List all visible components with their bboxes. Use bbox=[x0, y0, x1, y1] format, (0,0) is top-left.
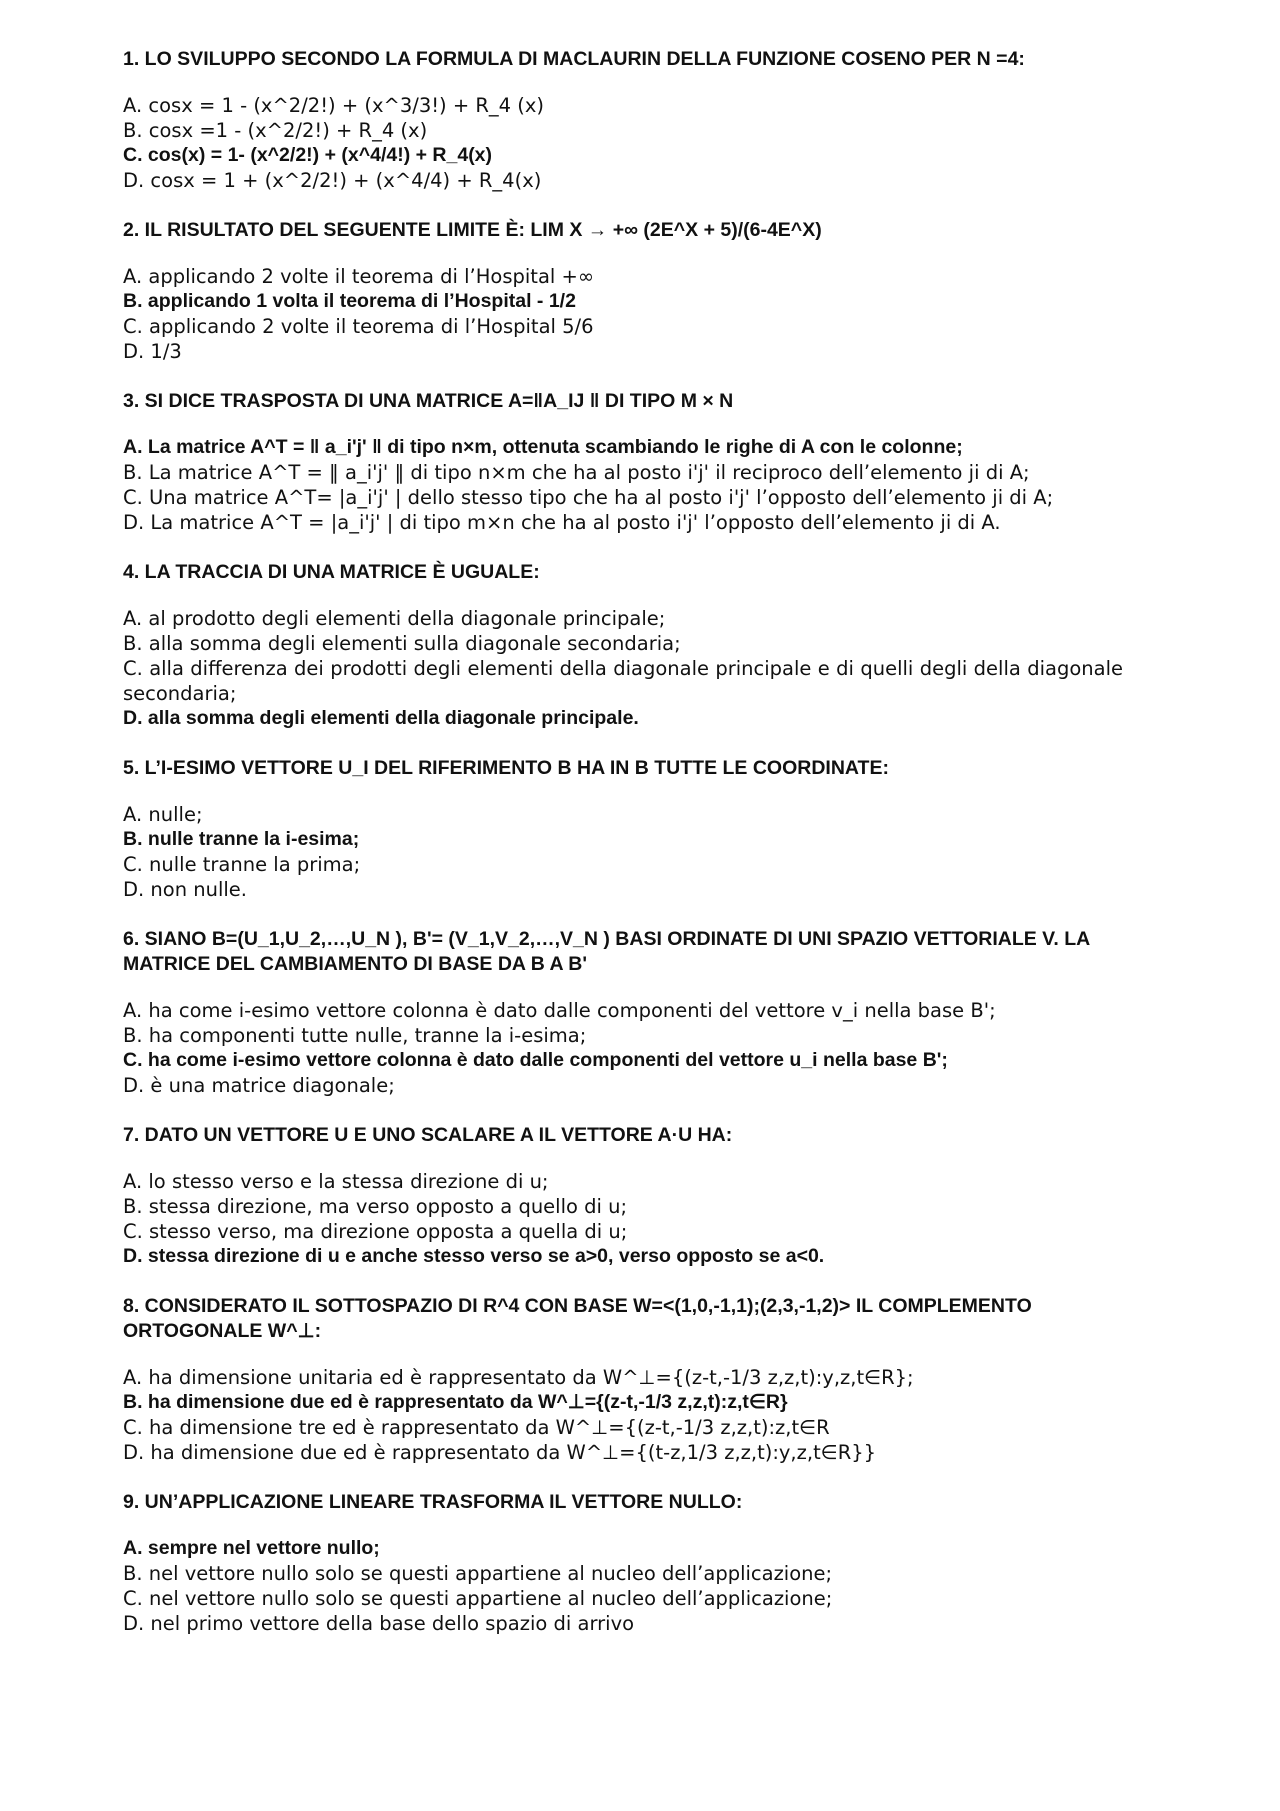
question-title: 3. SI DICE TRASPOSTA DI UNA MATRICE A=‖A_IJ ‖ DI TIPO M × N bbox=[123, 390, 734, 412]
option-d-correct: D. stessa direzione di u e anche stesso verso se a>0, verso opposto se a<0. bbox=[123, 1245, 825, 1267]
question-8 bbox=[123, 1294, 1173, 1465]
question-5 bbox=[123, 756, 1173, 902]
question-title: 1. LO SVILUPPO SECONDO LA FORMULA DI MACLAURIN DELLA FUNZIONE COSENO PER N =4: bbox=[123, 48, 1025, 70]
question-2 bbox=[123, 218, 1173, 364]
option-d-correct: D. alla somma degli elementi della diagonale principale. bbox=[123, 707, 639, 729]
option-c: C. applicando 2 volte il teorema di l’Hospital 5/6 bbox=[123, 315, 594, 338]
option-c: C. nel vettore nullo solo se questi appartiene al nucleo dell’applicazione; bbox=[123, 1587, 833, 1610]
option-a: A. applicando 2 volte il teorema di l’Hospital +∞ bbox=[123, 265, 595, 288]
option-d: D. 1/3 bbox=[123, 340, 182, 363]
question-title: 2. IL RISULTATO DEL SEGUENTE LIMITE È: LIM X → +∞ (2E^X + 5)/(6-4E^X) bbox=[123, 219, 822, 241]
option-b: B. cosx =1 - (x^2/2!) + R_4 (x) bbox=[123, 119, 428, 142]
option-a: A. ha dimensione unitaria ed è rappresentato da W^⊥={(z-t,-1/3 z,z,t):y,z,t∈R}; bbox=[123, 1366, 914, 1389]
option-b-correct: B. nulle tranne la i-esima; bbox=[123, 828, 360, 850]
option-d: D. non nulle. bbox=[123, 878, 248, 901]
option-d: D. cosx = 1 + (x^2/2!) + (x^4/4) + R_4(x) bbox=[123, 169, 542, 192]
question-3 bbox=[123, 389, 1173, 535]
option-d: D. La matrice A^T = |a_i'j' | di tipo m×n che ha al posto i'j' l’opposto dell’elemento ji di A. bbox=[123, 511, 1001, 534]
question-title: 4. LA TRACCIA DI UNA MATRICE È UGUALE: bbox=[123, 561, 540, 583]
option-c: C. nulle tranne la prima; bbox=[123, 853, 361, 876]
option-c-correct: C. ha come i-esimo vettore colonna è dato dalle componenti del vettore u_i nella base B'; bbox=[123, 1049, 948, 1071]
question-title: 6. SIANO B=(U_1,U_2,…,U_N ), B'= (V_1,V_2,…,V_N ) BASI ORDINATE DI UNI SPAZIO VETTORIALE V. LA MATRICE DEL CAMBIAMENTO DI BASE DA B A B' bbox=[123, 928, 1090, 975]
option-a: A. ha come i-esimo vettore colonna è dato dalle componenti del vettore v_i nella base B'; bbox=[123, 999, 996, 1022]
option-a: A. nulle; bbox=[123, 803, 203, 826]
option-b: B. La matrice A^T = ‖ a_i'j' ‖ di tipo n×m che ha al posto i'j' il reciproco dell’elemento ji di A; bbox=[123, 461, 1030, 484]
option-d: D. nel primo vettore della base dello spazio di arrivo bbox=[123, 1612, 635, 1635]
question-1 bbox=[123, 47, 1173, 193]
question-title: 9. UN’APPLICAZIONE LINEARE TRASFORMA IL VETTORE NULLO: bbox=[123, 1491, 743, 1513]
option-b: B. alla somma degli elementi sulla diagonale secondaria; bbox=[123, 632, 681, 655]
option-a-correct: A. sempre nel vettore nullo; bbox=[123, 1537, 380, 1559]
option-b: B. ha componenti tutte nulle, tranne la i-esima; bbox=[123, 1024, 587, 1047]
question-9 bbox=[123, 1490, 1173, 1636]
question-title: 5. L’I-ESIMO VETTORE U_I DEL RIFERIMENTO B HA IN B TUTTE LE COORDINATE: bbox=[123, 757, 889, 779]
question-7 bbox=[123, 1123, 1173, 1269]
option-c: C. Una matrice A^T= |a_i'j' | dello stesso tipo che ha al posto i'j' l’opposto dell’elemento ji di A; bbox=[123, 486, 1054, 509]
option-c: C. stesso verso, ma direzione opposta a quella di u; bbox=[123, 1220, 628, 1243]
option-a: A. lo stesso verso e la stessa direzione di u; bbox=[123, 1170, 549, 1193]
option-c-correct: C. cos(x) = 1- (x^2/2!) + (x^4/4!) + R_4(x) bbox=[123, 144, 493, 166]
option-b: B. stessa direzione, ma verso opposto a quello di u; bbox=[123, 1195, 628, 1218]
option-a: A. cosx = 1 - (x^2/2!) + (x^3/3!) + R_4 (x) bbox=[123, 94, 545, 117]
option-b-correct: B. applicando 1 volta il teorema di l’Hospital - 1/2 bbox=[123, 290, 576, 312]
option-d: D. ha dimensione due ed è rappresentato da W^⊥={(t-z,1/3 z,z,t):y,z,t∈R}} bbox=[123, 1441, 877, 1464]
question-title: 8. CONSIDERATO IL SOTTOSPAZIO DI R^4 CON BASE W=<(1,0,-1,1);(2,3,-1,2)> IL COMPLEMENTO ORTOGONALE W^⊥: bbox=[123, 1295, 1032, 1342]
quiz-document bbox=[123, 47, 1173, 1636]
option-a-correct: A. La matrice A^T = ‖ a_i'j' ‖ di tipo n×m, ottenuta scambiando le righe di A con le colonne; bbox=[123, 436, 963, 458]
option-a: A. al prodotto degli elementi della diagonale principale; bbox=[123, 607, 666, 630]
option-d: D. è una matrice diagonale; bbox=[123, 1074, 395, 1097]
option-b: B. nel vettore nullo solo se questi appartiene al nucleo dell’applicazione; bbox=[123, 1562, 833, 1585]
question-4 bbox=[123, 560, 1173, 731]
question-6 bbox=[123, 927, 1173, 1098]
question-title: 7. DATO UN VETTORE U E UNO SCALARE A IL VETTORE A·U HA: bbox=[123, 1124, 733, 1146]
option-c: C. ha dimensione tre ed è rappresentato da W^⊥={(z-t,-1/3 z,z,t):z,t∈R bbox=[123, 1416, 830, 1439]
option-b-correct: B. ha dimensione due ed è rappresentato da W^⊥={(z-t,-1/3 z,z,t):z,t∈R} bbox=[123, 1391, 788, 1413]
option-c: C. alla differenza dei prodotti degli elementi della diagonale principale e di quelli degli della diagonale secondaria; bbox=[123, 657, 1123, 705]
